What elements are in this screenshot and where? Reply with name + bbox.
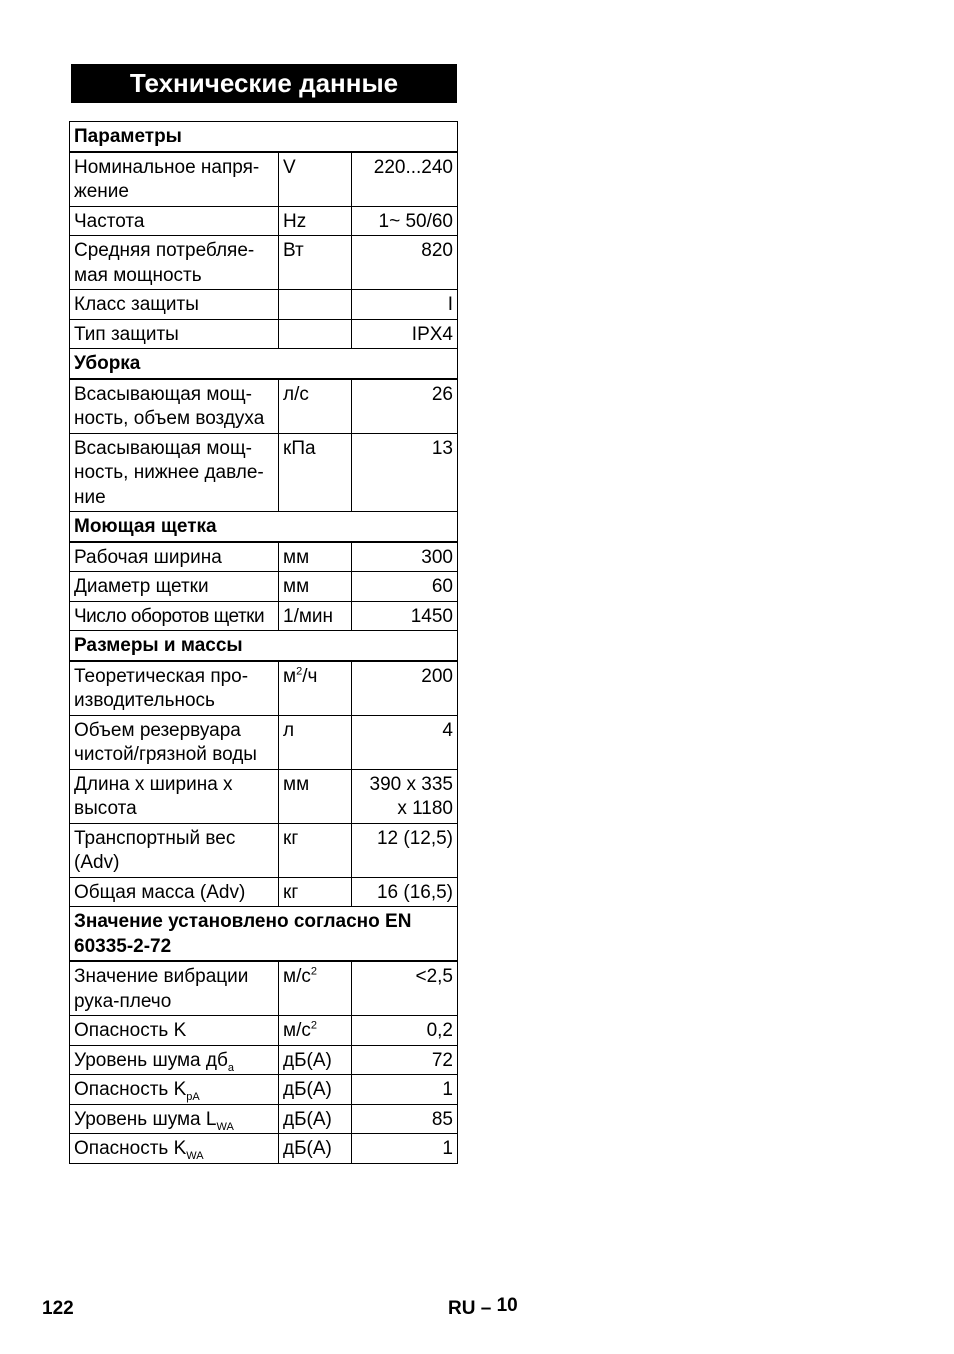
table-row [70, 961, 458, 1016]
name-subscript: WA [216, 1120, 234, 1133]
param-unit: V [279, 152, 352, 207]
section-header-row [70, 631, 458, 661]
param-unit: кг [279, 877, 352, 907]
param-value: <2,5 [352, 961, 458, 1016]
name-base: Опасность K [74, 1138, 187, 1159]
unit-superscript: 2 [310, 965, 317, 978]
table-row [70, 433, 458, 512]
section-heading: Моющая щетка [70, 512, 458, 542]
language-page-marker [448, 1295, 518, 1320]
technical-data-table [69, 121, 458, 1164]
param-value: 0,2 [352, 1016, 458, 1046]
param-value: 12 (12,5) [352, 823, 458, 877]
param-unit: мм [279, 542, 352, 572]
section-heading: Параметры [70, 122, 458, 152]
section-heading: Уборка [70, 349, 458, 379]
param-unit: Вт [279, 236, 352, 290]
table-row [70, 823, 458, 877]
name-base: Опасность K [74, 1079, 187, 1100]
unit-superscript: 2 [310, 1019, 317, 1032]
param-value: 820 [352, 236, 458, 290]
section-header-row [70, 349, 458, 379]
page-title-text: Технические данные [129, 68, 399, 98]
param-name: Опасность K [70, 1016, 279, 1046]
param-unit: дБ(А) [279, 1134, 352, 1164]
param-value: 26 [352, 379, 458, 434]
param-name: Номинальное напря-жение [70, 152, 279, 207]
param-name: Рабочая ширина [70, 542, 279, 572]
param-name: Класс защиты [70, 290, 279, 320]
param-name: Общая масса (Adv) [70, 877, 279, 907]
name-base: Уровень шума дб [74, 1049, 228, 1071]
table-row [70, 379, 458, 434]
language-code: RU – [448, 1298, 492, 1319]
param-value: 4 [352, 715, 458, 769]
param-value: 60 [352, 572, 458, 602]
param-unit: л/с [279, 379, 352, 434]
param-unit [279, 961, 352, 1016]
param-unit: л [279, 715, 352, 769]
table-row [70, 661, 458, 716]
param-unit: кг [279, 823, 352, 877]
unit-superscript: 2 [296, 665, 303, 678]
table-row [70, 877, 458, 907]
param-unit: дБ(А) [279, 1075, 352, 1105]
param-value: 1~ 50/60 [352, 206, 458, 236]
page-title [71, 64, 457, 103]
param-name: Всасывающая мощ-ность, нижнее давле-ние [70, 433, 279, 512]
table-row [70, 769, 458, 823]
param-unit: кПа [279, 433, 352, 512]
name-subscript: a [227, 1061, 234, 1074]
param-name: Тип защиты [70, 319, 279, 349]
param-value: 300 [352, 542, 458, 572]
unit-tail: /ч [302, 665, 318, 687]
value-line-2: x 1180 [397, 798, 453, 819]
table-row [70, 319, 458, 349]
param-value: 1450 [352, 601, 458, 631]
name-base: Уровень шума L [74, 1108, 217, 1130]
param-value: 16 (16,5) [352, 877, 458, 907]
table-row [70, 152, 458, 207]
param-name [70, 1045, 279, 1075]
param-name: Всасывающая мощ-ность, объем воздуха [70, 379, 279, 434]
param-name: Длина x ширина x высота [70, 769, 279, 823]
param-name: Транспортный вес (Adv) [70, 823, 279, 877]
param-unit [279, 290, 352, 320]
table-row [70, 290, 458, 320]
param-value: I [352, 290, 458, 320]
param-name: Число оборотов щетки [70, 601, 279, 631]
param-unit: Hz [279, 206, 352, 236]
section-heading: Значение установлено согласно EN 60335-2-72 [70, 907, 458, 962]
param-value: 1 [352, 1075, 458, 1105]
value-line-1: 390 x 335 [369, 773, 453, 795]
table-row [70, 1045, 458, 1075]
param-name: Средняя потребляе-мая мощность [70, 236, 279, 290]
param-unit [279, 661, 352, 716]
table-row [70, 572, 458, 602]
param-value: 200 [352, 661, 458, 716]
param-value: 1 [352, 1134, 458, 1164]
param-name: Значение вибрации рука-плечо [70, 961, 279, 1016]
param-unit: дБ(А) [279, 1104, 352, 1134]
param-value: 85 [352, 1104, 458, 1134]
param-name [70, 1134, 279, 1164]
section-heading: Размеры и массы [70, 631, 458, 661]
table-row [70, 542, 458, 572]
section-header-row [70, 512, 458, 542]
param-name: Объем резервуара чистой/грязной воды [70, 715, 279, 769]
param-unit: мм [279, 769, 352, 823]
table-row [70, 1075, 458, 1105]
name-subscript: pA [186, 1090, 200, 1103]
unit-base: м/с [283, 966, 311, 987]
table-row [70, 1016, 458, 1046]
param-unit: дБ(А) [279, 1045, 352, 1075]
param-unit: 1/мин [279, 601, 352, 631]
param-unit: мм [279, 572, 352, 602]
param-value: 220...240 [352, 152, 458, 207]
param-name: Частота [70, 206, 279, 236]
table-row [70, 715, 458, 769]
section-header-row [70, 907, 458, 962]
name-subscript: WA [186, 1149, 204, 1162]
param-value: 72 [352, 1045, 458, 1075]
param-name: Диаметр щетки [70, 572, 279, 602]
section-header-row [70, 122, 458, 152]
page-number: 122 [42, 1298, 74, 1319]
table-row [70, 1104, 458, 1134]
param-name [70, 1075, 279, 1105]
param-unit [279, 1016, 352, 1046]
param-unit [279, 319, 352, 349]
param-name: Теоретическая про-изводительнось [70, 661, 279, 716]
param-name [70, 1104, 279, 1134]
table-row [70, 236, 458, 290]
language-page-number: 10 [496, 1295, 518, 1316]
unit-base: м [283, 665, 297, 687]
param-value: 13 [352, 433, 458, 512]
param-value [352, 769, 458, 823]
param-value: IPX4 [352, 319, 458, 349]
table-row [70, 1134, 458, 1164]
table-row [70, 206, 458, 236]
table-row [70, 601, 458, 631]
unit-base: м/с [283, 1020, 311, 1041]
